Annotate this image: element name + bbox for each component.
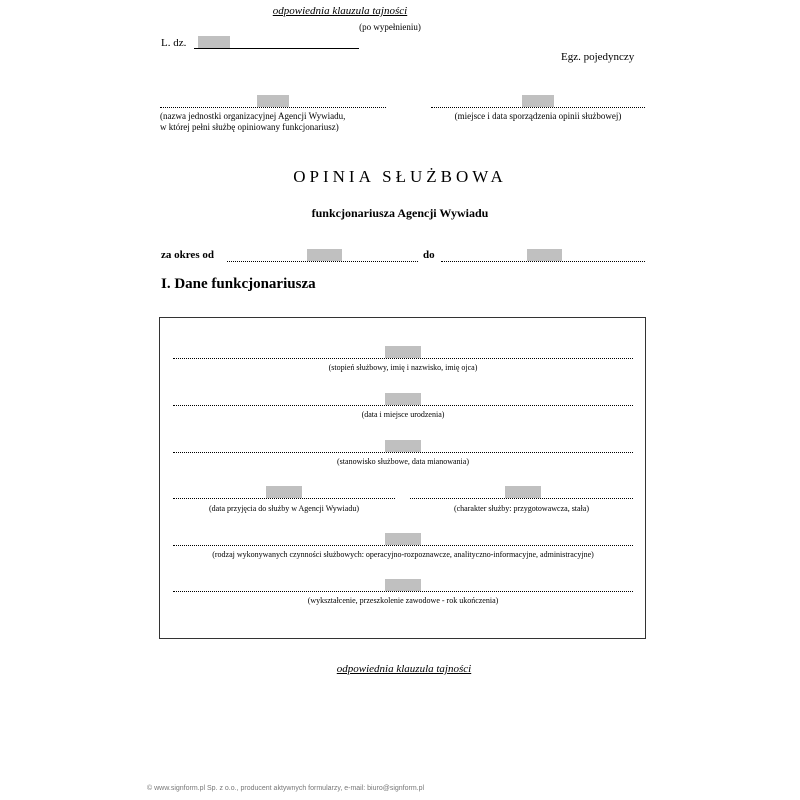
ld-field[interactable] <box>194 35 359 49</box>
birth-caption: (data i miejsce urodzenia) <box>361 410 445 419</box>
period-to-field[interactable] <box>441 248 645 262</box>
section-heading: I. Dane funkcjonariusza <box>161 276 316 292</box>
education-caption: (wykształcenie, przeszkolenie zawodowe - rok ukończenia) <box>307 596 499 605</box>
place-date-field[interactable] <box>431 94 645 108</box>
place-caption: (miejsce i data sporządzenia opinii służbowej) <box>454 111 622 121</box>
position-field[interactable] <box>173 439 633 453</box>
activities-field[interactable] <box>173 532 633 546</box>
unit-name-field[interactable] <box>160 94 386 108</box>
footer-credit: © www.signform.pl Sp. z o.o., producent aktywnych formularzy, e-mail: biuro@signform.pl <box>147 785 425 792</box>
period-from-field[interactable] <box>227 248 418 262</box>
education-field[interactable] <box>173 578 633 592</box>
position-caption: (stanowisko służbowe, data mianowania) <box>337 457 469 466</box>
ld-label: L. dz. <box>161 37 187 49</box>
admission-caption: (data przyjęcia do służby w Agencji Wywiadu) <box>209 504 359 513</box>
rank-name-field[interactable] <box>173 345 633 359</box>
classification-footer: odpowiednia klauzula tajności <box>336 663 472 675</box>
document-subtitle: funkcjonariusza Agencji Wywiadu <box>311 206 489 220</box>
copy-label: Egz. pojedynczy <box>561 51 635 63</box>
rank-name-caption: (stopień służbowy, imię i nazwisko, imię ojca) <box>328 363 478 372</box>
document-title: OPINIA SŁUŻBOWA <box>293 167 507 186</box>
service-type-field[interactable] <box>410 485 633 499</box>
admission-date-field[interactable] <box>173 485 395 499</box>
birth-field[interactable] <box>173 392 633 406</box>
period-to-label: do <box>423 249 435 261</box>
service-type-caption: (charakter służby: przygotowawcza, stała) <box>453 504 590 513</box>
period-from-label: za okres od <box>161 249 214 261</box>
activities-caption: (rodzaj wykonywanych czynności służbowych: operacyjno-rozpoznawcze, analityczno-informacyjne, administracyjne) <box>212 550 594 559</box>
classification-header: odpowiednia klauzula tajności <box>272 5 408 17</box>
fill-note: (po wypełnieniu) <box>359 22 421 32</box>
unit-caption: (nazwa jednostki organizacyjnej Agencji Wywiadu, w której pełni służbę opiniowany funkcjonariusz) <box>160 111 346 132</box>
